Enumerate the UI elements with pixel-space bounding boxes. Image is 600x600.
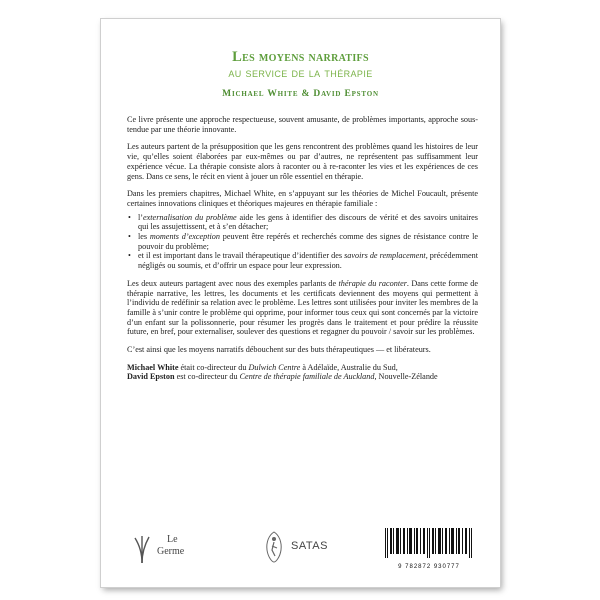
book-back-cover — [101, 19, 500, 587]
publisher-name-line-2: Germe — [157, 546, 185, 557]
satas-text: SATAS — [291, 540, 328, 552]
list-item: • et il est important dans le travail thérapeutique d’identifier des savoirs de remplacement, précédemment négligés ou soumis, et d’offrir un espace pour leur expression. — [127, 251, 478, 270]
isbn-barcode — [381, 528, 477, 568]
satas-logo — [261, 530, 328, 569]
list-item: • les moments d’exception peuvent être repérés et recherchés comme des signes de résistance contre le pouvoir du problème; — [127, 232, 478, 251]
description-body — [127, 115, 478, 390]
author-bios: Michael White était co-directeur du Dulwich Centre à Adélaïde, Australie du Sud, David Epston est co-directeur du Centre de thérapie familiale de Auckland, Nouvelle-Zélande — [127, 362, 438, 382]
paragraph-3: Dans les premiers chapitres, Michael White, en s’appuyant sur les théories de Michel Foucault, présente certaines innovations cliniques et théoriques majeures en thérapie familiale : — [127, 189, 478, 208]
publisher-logos — [101, 524, 500, 574]
barcode-icon — [381, 528, 477, 560]
innovations-list — [127, 213, 478, 271]
paragraph-1: Ce livre présente une approche respectueuse, souvent amusante, de problèmes importants, approche sous-tendue par une théorie innovante. — [127, 115, 478, 134]
paragraph-5: C’est ainsi que les moyens narratifs débouchent sur des buts thérapeutiques — et libérateurs. — [127, 345, 431, 355]
list-item: • l’externalisation du problème aide les gens à identifier des discours de vérité et des savoirs unitaires qui les assujettissent, et à s’en détacher; — [127, 213, 478, 232]
paragraph-2: Les auteurs partent de la présupposition que les gens rencontrent des problèmes quand les histoires de leur vie, qu’elles soient élaborées par eux-mêmes ou par d’autres, ne représentent pas suffisamment leur expérience vécue. La thérapie consiste alors à raconter ou à re-raconter les vies et les expériences de ces gens. Dans ce sens, le récit en vient à jouer un rôle essentiel en thérapie. — [127, 142, 478, 181]
publisher-name-line-1: Le — [167, 534, 178, 545]
paragraph-4: Les deux auteurs partagent avec nous des exemples parlants de thérapie du raconter. Dans cette forme de thérapie narrative, les lettres, les documents et les certificats deviennent des moyens qui permettent à l’individu de redéfinir sa relation avec le problème. Les lettres sont utilisées pour inviter les membres de la famille à s’unir contre le problème qui opprime, pour informer tous ceux qui sont concernés par la victoire d’un enfant sur la polissonnerie, pour résumer les progrès dans le traitement et pour prédire la réussite future, en bref, pour externaliser, soulever des questions et regagner du pouvoir / savoir sur les problèmes. — [127, 278, 479, 337]
le-germe-logo — [131, 534, 185, 569]
title-line-2: au service de la thérapie — [228, 66, 373, 80]
authors-line: Michael White & David Epston — [222, 89, 379, 99]
sprout-icon — [131, 534, 153, 564]
isbn-number: 9 782872 930777 — [398, 564, 460, 570]
figure-icon — [261, 530, 287, 564]
title-line-1: Les moyens narratifs — [232, 49, 369, 65]
